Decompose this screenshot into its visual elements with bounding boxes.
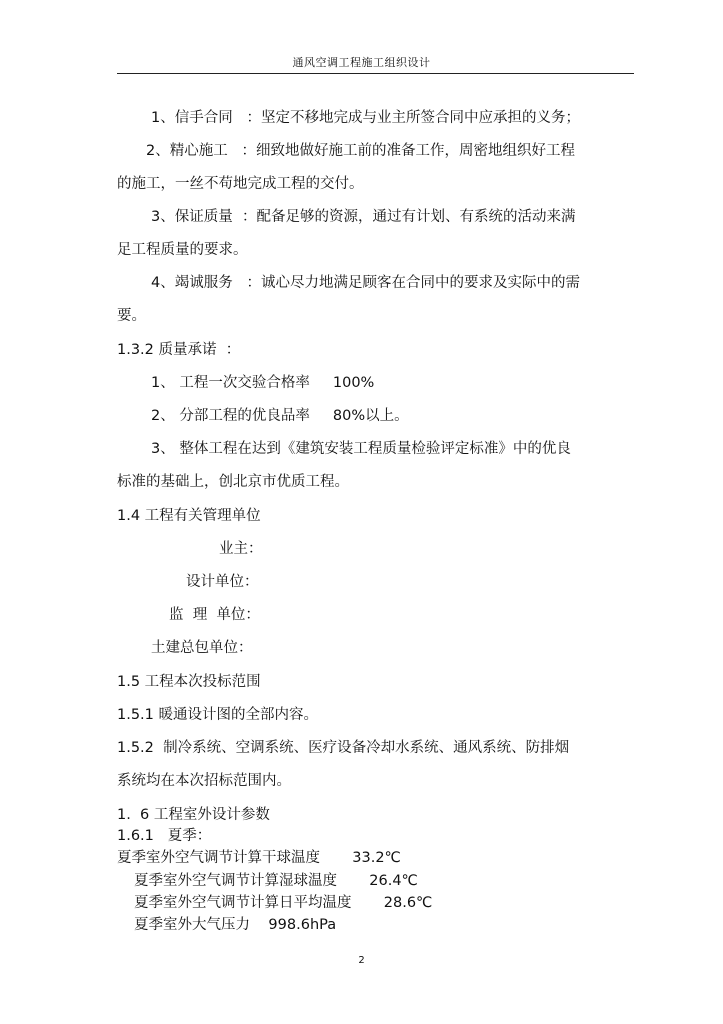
heading-1-6-1: 1.6.1 夏季： [117, 828, 212, 844]
label-supervision-unit: 监 理 单位： [169, 607, 260, 623]
param-wet-bulb: 夏季室外空气调节计算湿球温度 26.4℃ [134, 873, 418, 889]
line-quality-2: 2、 分部工程的优良品率 80%以上。 [151, 408, 409, 424]
param-daily-average: 夏季室外空气调节计算日平均温度 28.6℃ [134, 895, 433, 911]
line-quality-3-cont: 标准的基础上，创北京市优质工程。 [117, 474, 349, 490]
line-1-5-2: 1.5.2 制冷系统、空调系统、医疗设备冷却水系统、通风系统、防排烟 [117, 740, 570, 756]
line-commitment-2: 2、精心施工 ：细致地做好施工前的准备工作，周密地组织好工程 [146, 143, 576, 159]
heading-1-3-2: 1.3.2 质量承诺 ： [117, 342, 241, 358]
line-quality-1: 1、 工程一次交验合格率 100% [151, 375, 375, 391]
line-commitment-4: 4、竭诚服务 ：诚心尽力地满足顾客在合同中的要求及实际中的需 [151, 275, 581, 291]
heading-1-4: 1.4 工程有关管理单位 [117, 508, 261, 524]
line-quality-3: 3、 整体工程在达到《建筑安装工程质量检验评定标准》中的优良 [151, 441, 571, 457]
line-commitment-4-cont: 要。 [117, 308, 146, 324]
heading-1-6: 1. 6 工程室外设计参数 [117, 807, 270, 823]
header-rule [117, 73, 634, 74]
label-owner: 业主： [219, 541, 263, 557]
heading-1-5: 1.5 工程本次投标范围 [117, 674, 261, 690]
line-1-5-1: 1.5.1 暖通设计图的全部内容。 [117, 707, 319, 723]
line-1-5-2-cont: 系统均在本次招标范围内。 [117, 773, 291, 789]
line-commitment-3-cont: 足工程质量的要求。 [117, 242, 248, 258]
label-design-unit: 设计单位： [186, 574, 259, 590]
line-commitment-3: 3、保证质量 ：配备足够的资源，通过有计划、有系统的活动来满 [151, 209, 576, 225]
param-dry-bulb: 夏季室外空气调节计算干球温度 33.2℃ [117, 850, 401, 866]
label-general-contractor: 土建总包单位： [151, 640, 253, 656]
page-header: 通风空调工程施工组织设计 [292, 56, 431, 69]
line-commitment-2-cont: 的施工，一丝不苟地完成工程的交付。 [117, 176, 364, 192]
line-commitment-1: 1、信手合同 ：坚定不移地完成与业主所签合同中应承担的义务； [151, 110, 581, 126]
param-pressure: 夏季室外大气压力 998.6hPa [134, 917, 337, 933]
page-number: 2 [358, 955, 365, 966]
